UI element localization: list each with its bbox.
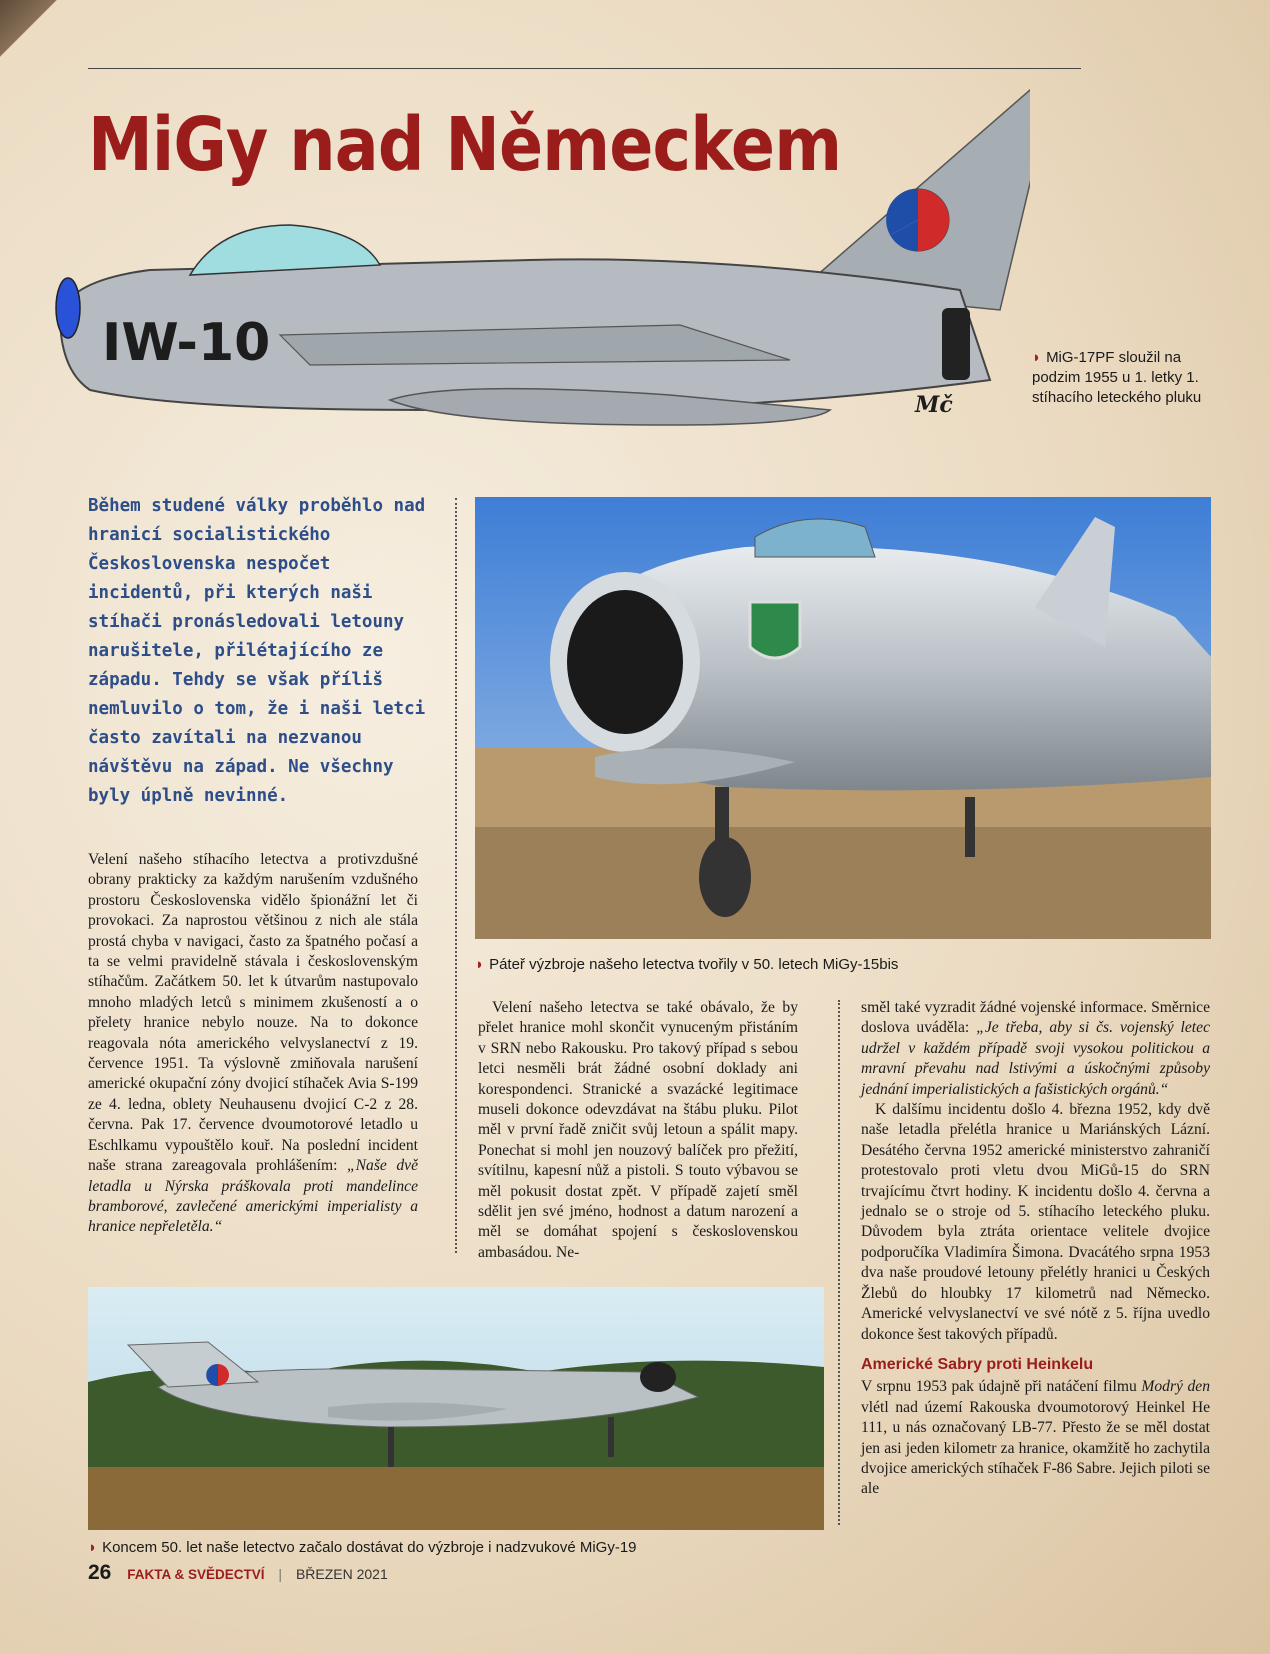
page-footer <box>88 1561 388 1585</box>
profile-caption <box>1032 348 1232 408</box>
magazine-name: FAKTA & SVĚDECTVÍ <box>127 1567 265 1582</box>
artist-signature: Mč <box>915 392 953 418</box>
section-subheading: Americké Sabry proti Heinkelu <box>861 1355 1094 1373</box>
photo2-caption-text: Koncem 50. let naše letectvo začalo dostávat do výzbroje i nadzvukové MiGy-19 <box>102 1539 637 1556</box>
col3-p3a-text: V srpnu 1953 pak údajně při natáčení filmu <box>861 1378 1142 1396</box>
czech-roundel-icon <box>886 189 949 251</box>
issue-date: BŘEZEN 2021 <box>295 1566 388 1582</box>
footer-separator: | <box>278 1566 283 1582</box>
column-divider <box>838 1000 840 1525</box>
photo2-caption <box>88 1538 828 1558</box>
paper-corner-decoration <box>0 0 70 70</box>
col3-p3b-text: vlétl nad území Rakouska dvoumotorový Heinkel He 111, u nás označovaný LB-77. Přesto že se měl dostat jen asi jeden kilometr za hranice, okamžitě ho zachytila dvojice amerických stíhaček F-86 Sabre. Jejich piloti se ale <box>861 1398 1210 1498</box>
caption-bullet-icon: ◗ <box>1032 349 1042 366</box>
col3-paragraph-2: K dalšímu incidentu došlo 4. března 1952, kdy dvě naše letadla přelétla hranice u Mariánských Lázní. Desátého června 1952 americké ministerstvo zahraničí protestovalo proti vletu dvou MiGů-15 do SRN trvajícímu čtvrt hodiny. K incidentu došlo 4. června a jednalo se o stroje od 5. stíhacího leteckého pluku. Důvodem byla ztráta orientace velitele dvojice podporučíka Vladimíra Šimona. Dvacátého srpna 1953 dva naše proudové letouny přelétly hranici u Českých Žlebů do hloubky 17 kilometrů nad Německo. Americké velvyslanectví ve své nótě z 5. října uvedlo dokonce šest takových případů. <box>861 1101 1210 1343</box>
body-column-1 <box>88 850 418 1238</box>
mig19-photo <box>88 1287 824 1530</box>
profile-caption-text: MiG-17PF sloužil na podzim 1955 u 1. letky 1. stíhacího leteckého pluku <box>1032 349 1202 406</box>
page-number: 26 <box>88 1561 112 1584</box>
photo1-caption-text: Páteř výzbroje našeho letectva tvořily v 50. letech MiGy-15bis <box>489 956 899 973</box>
column-divider <box>455 498 457 1253</box>
film-title: Modrý den <box>1141 1378 1210 1396</box>
body-column-3 <box>861 998 1210 1500</box>
page-title: MiGy nad Německem <box>88 102 842 188</box>
top-rule <box>88 68 1081 69</box>
col1-quote: „Naše dvě letadla u Nýrska práškovala proti mandelince bramborové, zavlečené americkými imperialisty a hranice nepřeletěla.“ <box>88 1157 418 1236</box>
col3-quote: „Je třeba, aby si čs. vojenský letec udržel v každém případě svoji vysokou politickou a mravní převahu nad lstivými a úskočnými způsoby jednání imperialistických a fašistických orgánů.“ <box>861 1019 1210 1098</box>
col3-paragraph-1 <box>861 998 1210 1100</box>
body-column-2: Velení našeho letectva se také obávalo, že by přelet hranice mohl skončit vynuceným přistáním v SRN nebo Rakousku. Pro takový případ s sebou letci nesměli brát žádné osobní doklady ani korespondenci. Stranické a svazácké legitimace museli dokonce odevzdávat na štábu pluku. Pilot měl v první řadě zničit svůj letoun a spálit mapy. Ponechat si mohl jen nouzový balíček pro přežití, svítilnu, kapesní nůž a pistoli. S touto výbavou se měl pokusit dostat zpět. V případě zajetí směl sdělit jen své jméno, hodnost a datum narození a měl se domáhat spojení s československou ambasádou. Ne- <box>478 999 798 1261</box>
photo1-caption <box>475 955 1215 975</box>
caption-bullet-icon: ◗ <box>88 1539 98 1556</box>
col1-text: Velení našeho stíhacího letectva a protivzdušné obrany prakticky za každým narušením vzdušného prostoru Československa vidělo špionážní let či provokaci. Za naprostou většinou z nich ale stála prostá chyba v navigaci, často za špatného počasí a ta se velmi pravidelně stávala i československým stíhačům. Začátkem 50. let k útvarům nastupovalo mnoho mladých letců s minimem zkušeností a o přelety hranice nebylo nouze. Na to dokonce reagovala nóta amerického velvyslanectví z 19. července 1951. Ta výslovně zmiňovala narušení americké okupační zóny dvojicí stíhaček Avia S-199 ze 4. ledna, oblety Neuhausenu dvojicí C-2 z 28. června. Pak 17. července dvoumotorové letadlo u Eschlkamu vypouštělo kouř. Na poslední incident naše strana zareagovala prohlášením: <box>88 851 418 1175</box>
aircraft-code: IW-10 <box>102 313 271 373</box>
mig15-photo <box>475 497 1211 939</box>
col3-paragraph-3 <box>861 1377 1210 1499</box>
lead-paragraph: Během studené války proběhlo nad hranicí socialistického Československa nespočet incidentů, při kterých naši stíhači pronásledovali letouny narušitele, přilétajícího ze západu. Tehdy se však příliš nemluvilo o tom, že i naši letci často zavítali na nezvanou návštěvu na západ. Ne všechny byly úplně nevinné. <box>88 496 426 806</box>
caption-bullet-icon: ◗ <box>475 956 485 973</box>
col3-p1-text: směl také vyzradit žádné vojenské informace. Směrnice doslova uváděla: <box>861 999 1210 1037</box>
